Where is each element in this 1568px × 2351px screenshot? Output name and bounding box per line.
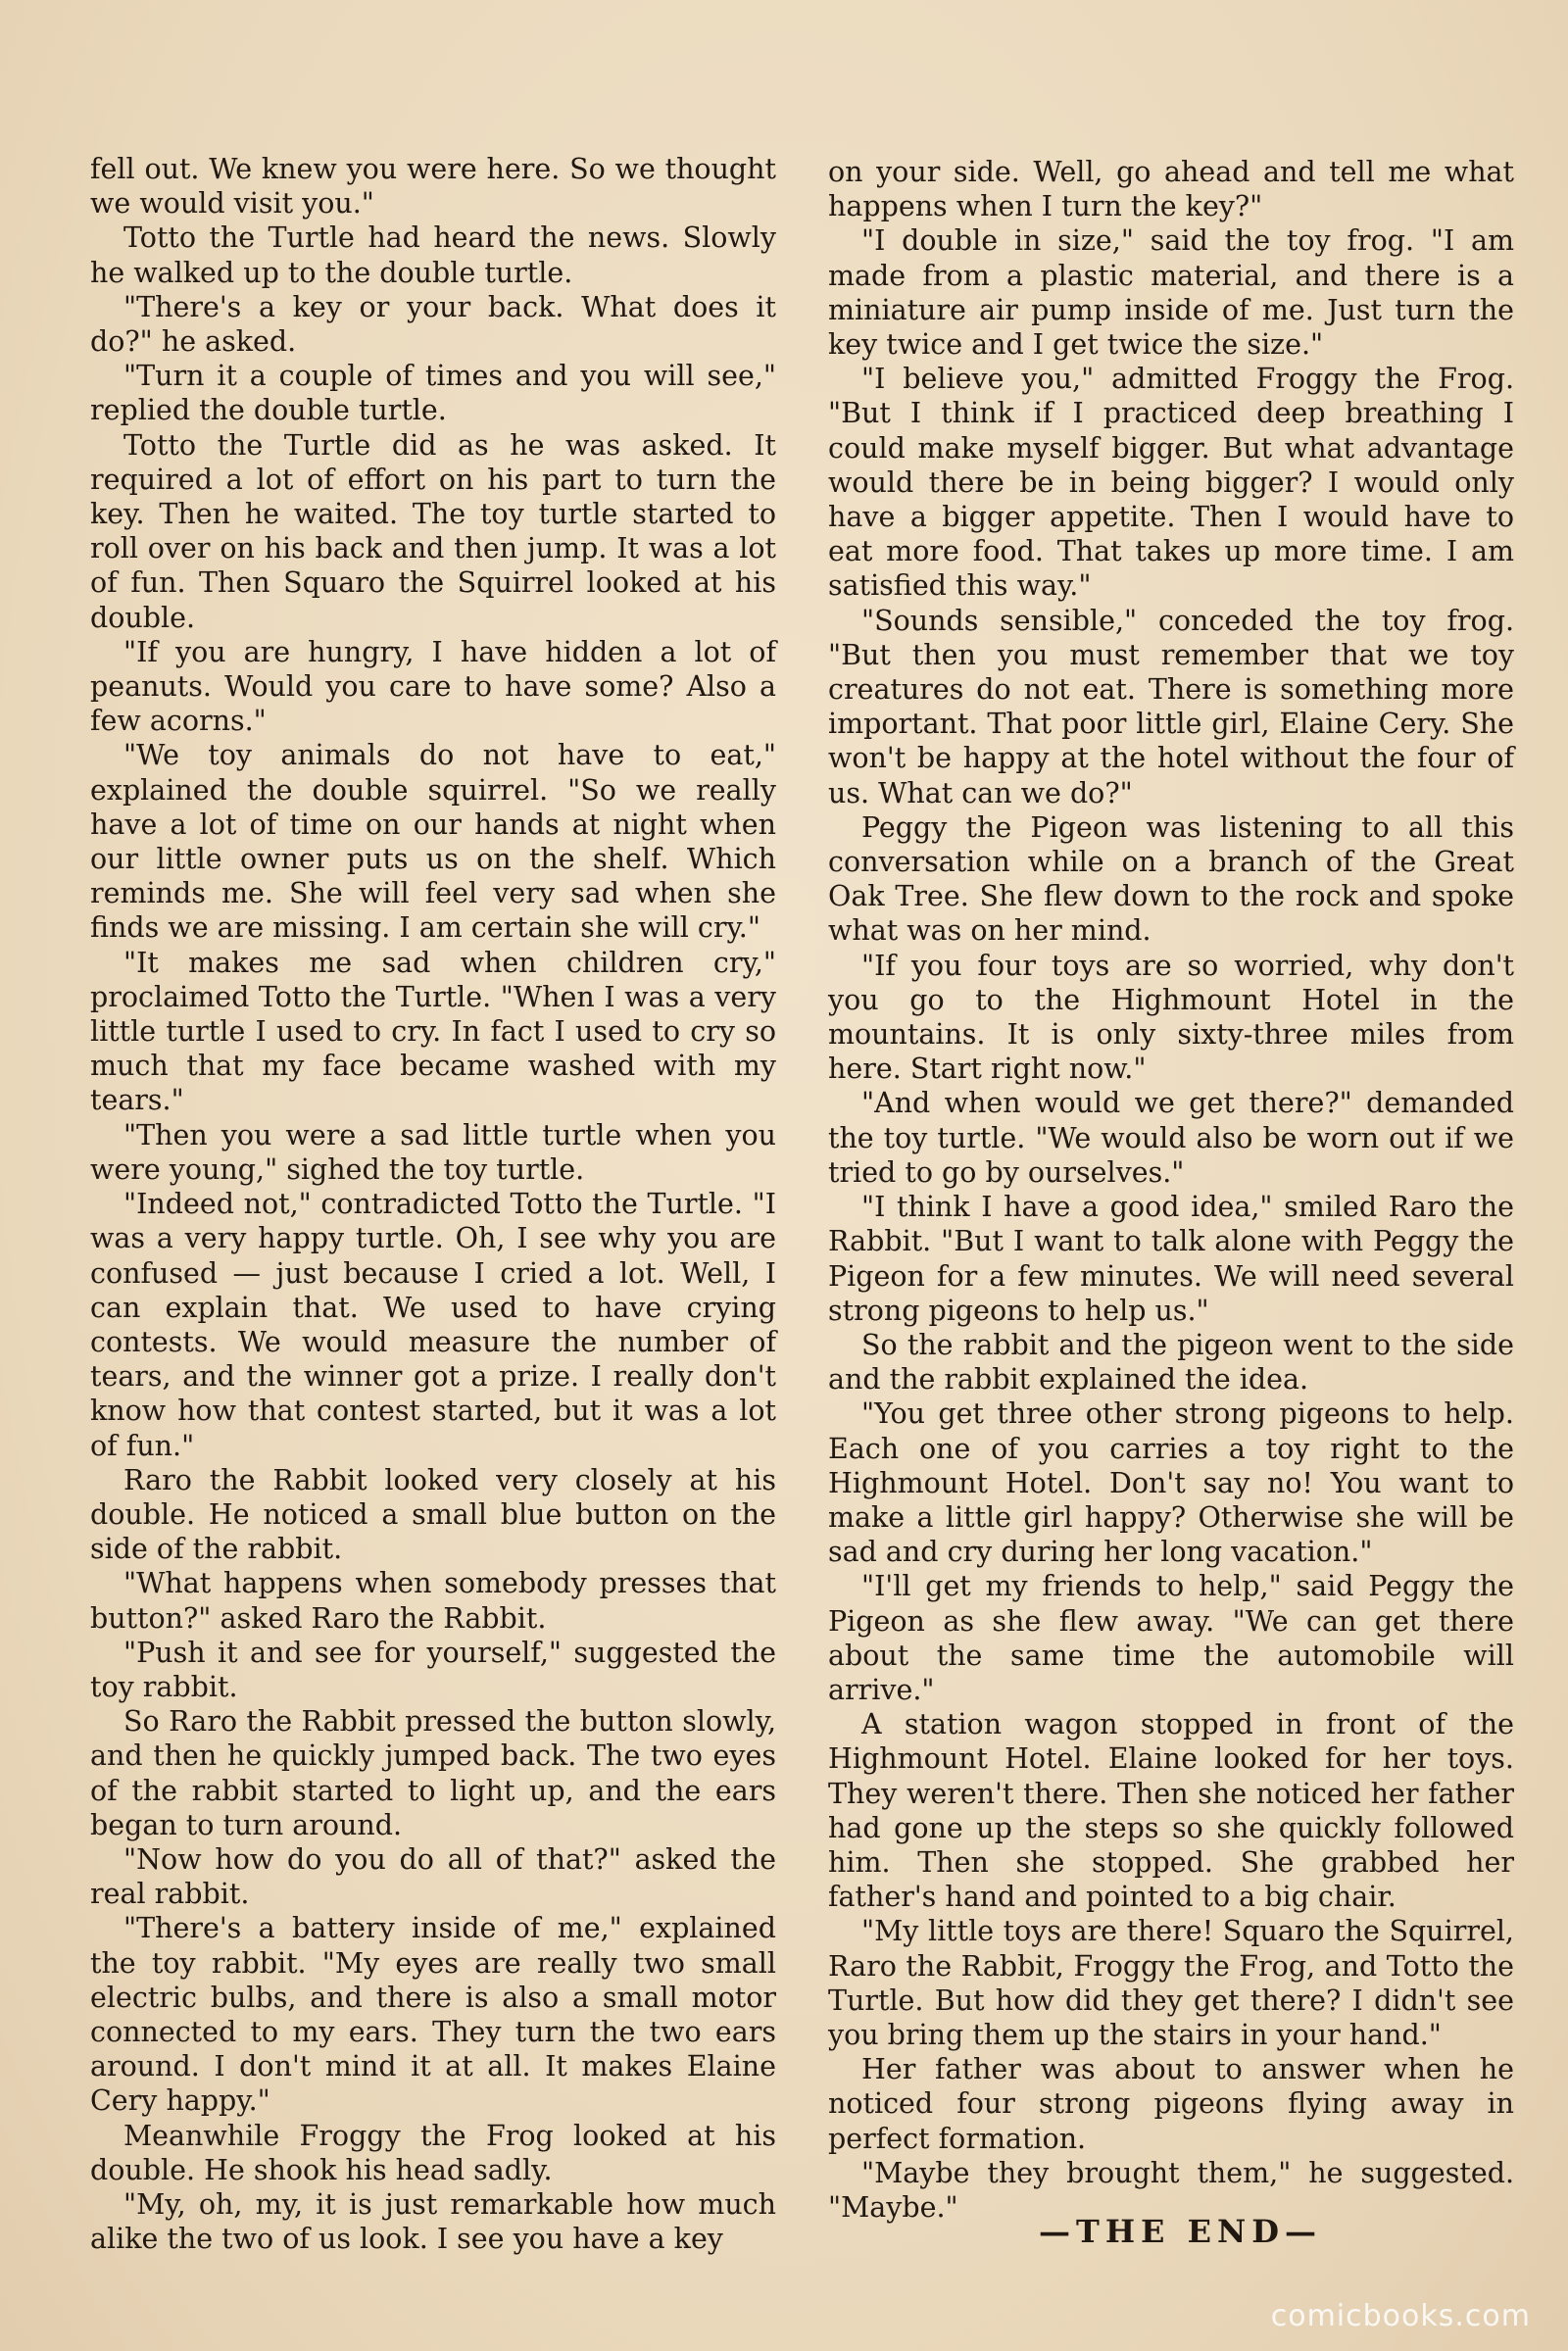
- paragraph: "I'll get my friends to help," said Peggy the Pigeon as she flew away. "We can get there about the same time the automobile will arrive.": [828, 1570, 1514, 1706]
- paragraph: "My, oh, my, it is just remarkable how much alike the two of us look. I see you have a key: [90, 2187, 776, 2256]
- paragraph: Totto the Turtle did as he was asked. It required a lot of effort on his part to turn the key. Then he waited. The toy turtle started to roll over on his back and then jump. It was a lot of fun. Then Squaro the Squirrel looked at his double.: [90, 428, 776, 634]
- paragraph: Totto the Turtle had heard the news. Slowly he walked up to the double turtle.: [90, 221, 776, 289]
- paragraph: "If you four toys are so worried, why don't you go to the Highmount Hotel in the mountains. It is only sixty-three miles from here. Start right now.": [828, 949, 1514, 1086]
- paragraph: So Raro the Rabbit pressed the button slowly, and then he quickly jumped back. The two eyes of the rabbit started to light up, and the ears began to turn around.: [90, 1705, 776, 1841]
- paragraph: Meanwhile Froggy the Frog looked at his double. He shook his head sadly.: [90, 2119, 776, 2186]
- paragraph: "I double in size," said the toy frog. "I am made from a plastic material, and there is a miniature air pump inside of me. Just turn the key twice and I get twice the size.": [828, 224, 1514, 362]
- the-end-label: —THE END—: [1039, 2213, 1322, 2250]
- paragraph: "You get three other strong pigeons to help. Each one of you carries a toy right to the Highmount Hotel. Don't say no! You want to make a little girl happy? Otherwise she will be sad and cry during her long vacation.": [828, 1397, 1514, 1569]
- paragraph: Her father was about to answer when he noticed four strong pigeons flying away in perfect formation.: [828, 2053, 1514, 2155]
- paragraph: "Push it and see for yourself," suggested the toy rabbit.: [90, 1636, 776, 1703]
- paragraph: on your side. Well, go ahead and tell me what happens when I turn the key?": [828, 156, 1514, 223]
- paragraph: "I think I have a good idea," smiled Raro the Rabbit. "But I want to talk alone with Peggy the Pigeon for a few minutes. We will need several strong pigeons to help us.": [828, 1191, 1514, 1327]
- paragraph: "What happens when somebody presses that button?" asked Raro the Rabbit.: [90, 1567, 776, 1635]
- paragraph: So the rabbit and the pigeon went to the side and the rabbit explained the idea.: [828, 1328, 1514, 1396]
- left-column: [90, 152, 776, 2256]
- paragraph: "And when would we get there?" demanded the toy turtle. "We would also be worn out if we tried to go by ourselves.": [828, 1087, 1514, 1189]
- paragraph: "Indeed not," contradicted Totto the Turtle. "I was a very happy turtle. Oh, I see why you are confused — just because I cried a lot. Well, I can explain that. We used to have crying contests. We would measure the number of tears, and the winner got a prize. I really don't know how that contest started, but it was a lot of fun.": [90, 1188, 776, 1462]
- paragraph: "We toy animals do not have to eat," explained the double squirrel. "So we really have a lot of time on our hands at night when our little owner puts us on the shelf. Which reminds me. She will feel very sad when she finds we are missing. I am certain she will cry.": [90, 739, 776, 945]
- paragraph: "I believe you," admitted Froggy the Frog. "But I think if I practiced deep breathing I could make myself bigger. But what advantage would there be in being bigger? I would only have a bigger appetite. Then I would have to eat more food. That takes up more time. I am satisfied this way.": [828, 363, 1514, 603]
- watermark: comicbooks.com: [1270, 2299, 1531, 2333]
- paragraph: fell out. We knew you were here. So we thought we would visit you.": [90, 153, 776, 220]
- paragraph: "Maybe they brought them," he suggested. "Maybe.": [828, 2156, 1514, 2224]
- paragraph: A station wagon stopped in front of the Highmount Hotel. Elaine looked for her toys. They weren't there. Then she noticed her father had gone up the steps so she quickly followed him. Then she stopped. She grabbed her father's hand and pointed to a big chair.: [828, 1708, 1514, 1914]
- paragraph: "Then you were a sad little turtle when you were young," sighed the toy turtle.: [90, 1118, 776, 1186]
- paragraph: "Now how do you do all of that?" asked the real rabbit.: [90, 1842, 776, 1911]
- paragraph: "Turn it a couple of times and you will see," replied the double turtle.: [90, 360, 776, 427]
- paragraph: "There's a battery inside of me," explained the toy rabbit. "My eyes are really two small electric bulbs, and there is also a small motor connected to my ears. They turn the two ears around. I don't mind it at all. It makes Elaine Cery happy.": [90, 1912, 776, 2118]
- paragraph: "There's a key or your back. What does it do?" he asked.: [90, 290, 776, 359]
- paragraph: Raro the Rabbit looked very closely at his double. He noticed a small blue button on the side of the rabbit.: [90, 1463, 776, 1566]
- paragraph: "It makes me sad when children cry," proclaimed Totto the Turtle. "When I was a very little turtle I used to cry. In fact I used to cry so much that my face became washed with my tears.": [90, 946, 776, 1117]
- paragraph: Peggy the Pigeon was listening to all this conversation while on a branch of the Great Oak Tree. She flew down to the rock and spoke what was on her mind.: [828, 810, 1514, 948]
- right-column: [828, 155, 1514, 2225]
- paragraph: "Sounds sensible," conceded the toy frog. "But then you must remember that we toy creatures do not eat. There is something more important. That poor little girl, Elaine Cery. She won't be happy at the hotel without the four of us. What can we do?": [828, 604, 1514, 809]
- paragraph: "My little toys are there! Squaro the Squirrel, Raro the Rabbit, Froggy the Frog, and Totto the Turtle. But how did they get there? I didn't see you bring them up the stairs in your hand.": [828, 1915, 1514, 2051]
- paragraph: "If you are hungry, I have hidden a lot of peanuts. Would you care to have some? Also a few acorns.": [90, 635, 776, 738]
